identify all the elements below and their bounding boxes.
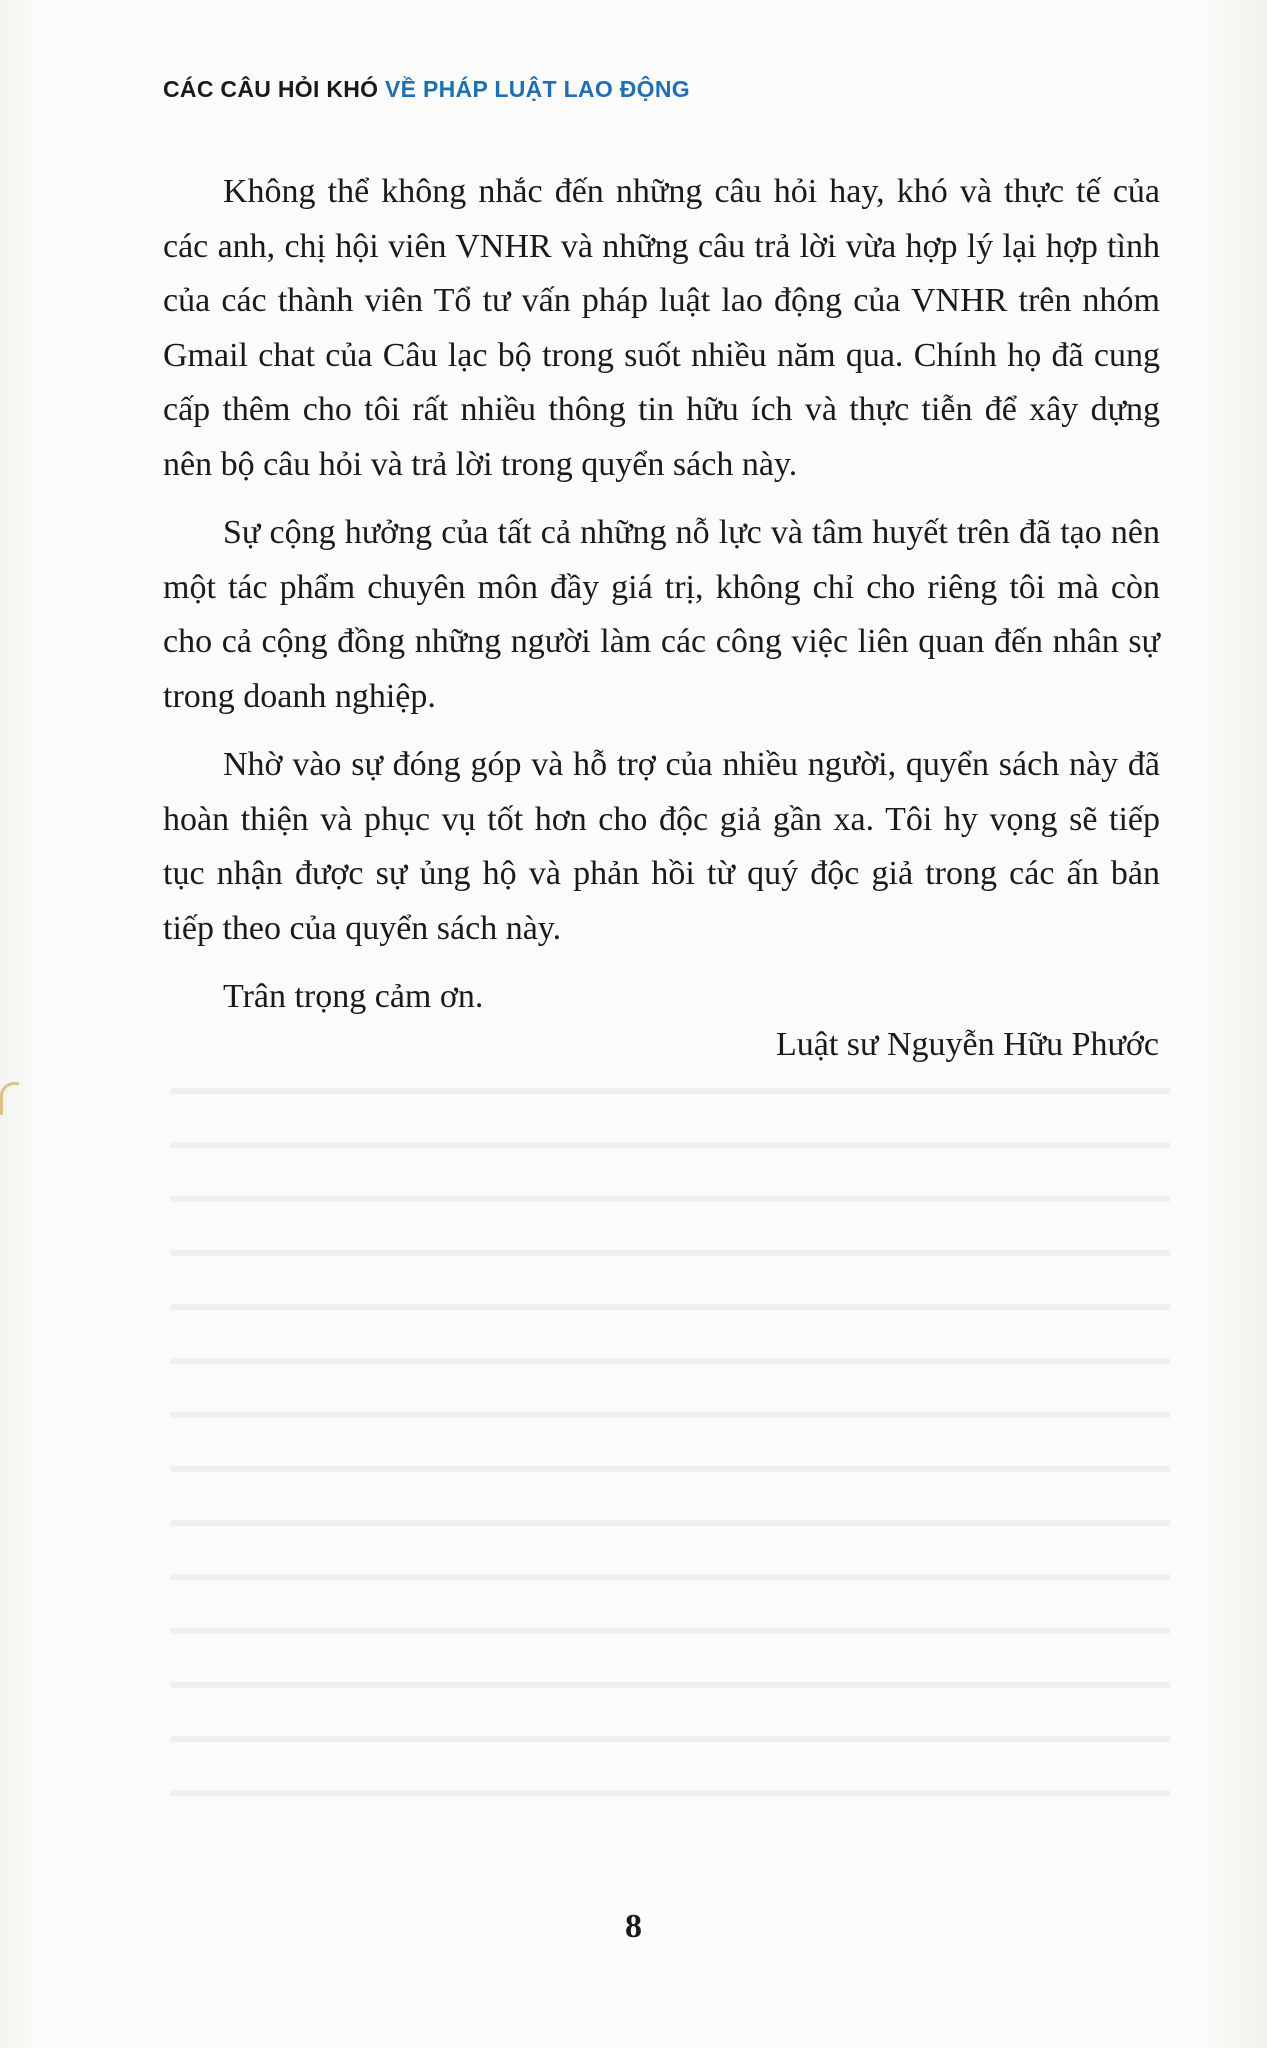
paragraph-1: Không thể không nhắc đến những câu hỏi hay, khó và thực tế của các anh, chị hội viên VNHR và những câu trả lời vừa hợp lý lại hợp tình của các thành viên Tổ tư vấn pháp luật lao động của VNHR trên nhóm Gmail chat của Câu lạc bộ trong suốt nhiều năm qua. Chính họ đã cung cấp thêm cho tôi rất nhiều thông tin hữu ích và thực tiễn để xây dựng nên bộ câu hỏi và trả lời trong quyển sách này.: [163, 173, 1160, 483]
author-signature: Luật sư Nguyễn Hữu Phước: [776, 1026, 1159, 1063]
running-header-part1: CÁC CÂU HỎI KHÓ: [163, 76, 386, 102]
paragraph-2: Sự cộng hưởng của tất cả những nỗ lực và tâm huyết trên đã tạo nên một tác phẩm chuyên môn đầy giá trị, không chỉ cho riêng tôi mà còn cho cả cộng đồng những người làm các công việc liên quan đến nhân sự trong doanh nghiệp.: [163, 514, 1160, 715]
body-text: [163, 165, 1160, 1039]
paragraph-3: Nhờ vào sự đóng góp và hỗ trợ của nhiều người, quyển sách này đã hoàn thiện và phục vụ tốt hơn cho độc giả gần xa. Tôi hy vọng sẽ tiếp tục nhận được sự ủng hộ và phản hồi từ quý độc giả trong các ấn bản tiếp theo của quyển sách này.: [163, 746, 1160, 947]
running-header: [163, 76, 690, 103]
page-edge-mark: [0, 1082, 19, 1115]
page-number: 8: [625, 1908, 642, 1945]
paragraph-closing: Trân trọng cảm ơn.: [223, 978, 484, 1015]
running-header-part2: VỀ PHÁP LUẬT LAO ĐỘNG: [385, 76, 690, 102]
bleed-through-texture: [170, 1050, 1170, 1800]
